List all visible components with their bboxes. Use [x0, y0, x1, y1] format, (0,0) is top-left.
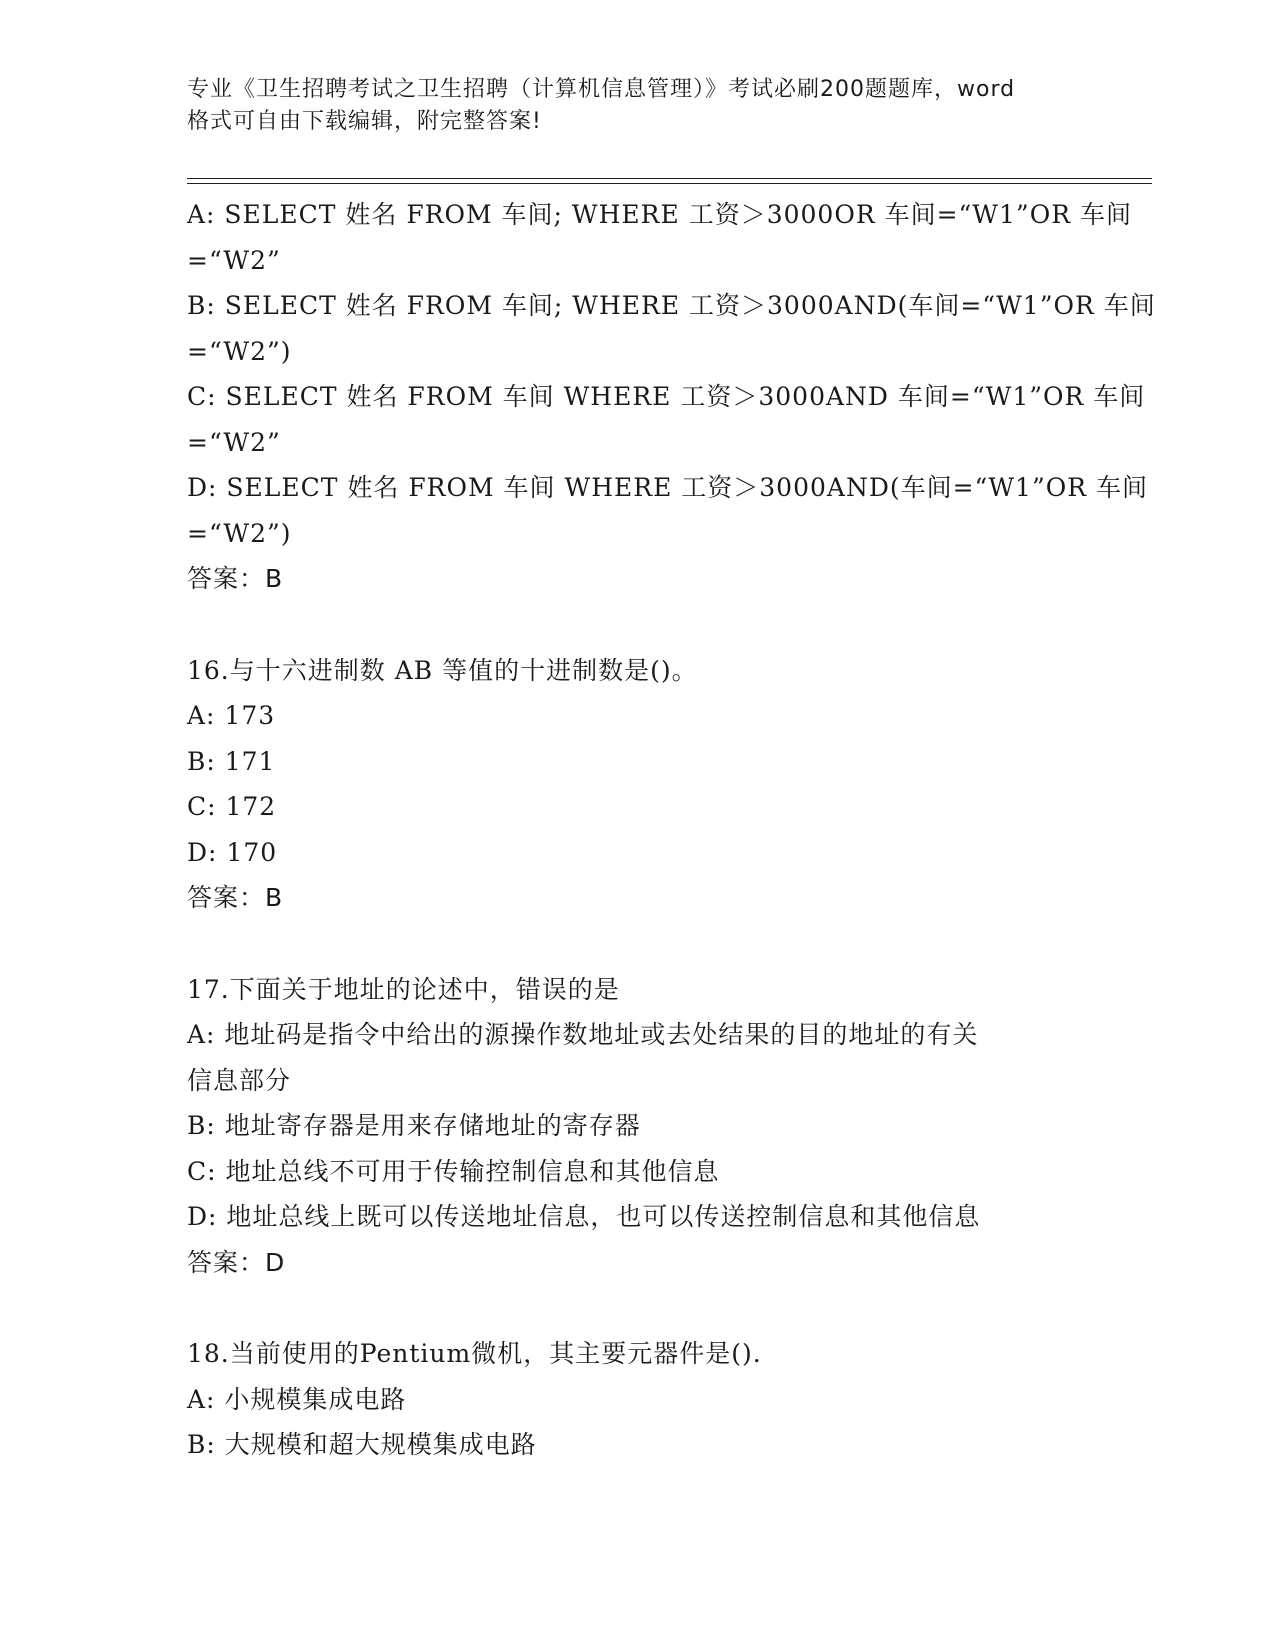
option-b: B: 大规模和超大规模集成电路	[187, 1430, 537, 1459]
header-line-1: 专业《卫生招聘考试之卫生招聘（计算机信息管理）》考试必刷200题题库，word	[187, 77, 1016, 102]
spacer	[187, 602, 1147, 648]
option-b-line-2: =“W2”)	[187, 336, 292, 366]
answer-16: 答案：B	[187, 883, 284, 912]
header-divider-top	[187, 178, 1152, 179]
spacer	[187, 921, 1147, 967]
option-a-line-2: =“W2”	[187, 245, 281, 275]
option-d-line-1: D: SELECT 姓名 FROM 车间 WHERE 工资＞3000AND(车间=“W1”OR 车间	[187, 473, 1148, 502]
option-c: C: 地址总线不可用于传输控制信息和其他信息	[187, 1156, 720, 1186]
spacer	[187, 1285, 1147, 1331]
option-b: B: 地址寄存器是用来存储地址的寄存器	[187, 1111, 641, 1140]
option-b: B: 171	[187, 746, 276, 776]
option-a-line-1: A: SELECT 姓名 FROM 车间; WHERE 工资＞3000OR 车间=“W1”OR 车间	[187, 200, 1132, 229]
question-18	[187, 1331, 1147, 1468]
option-a: A: 小规模集成电路	[187, 1384, 407, 1414]
question-text: 16.与十六进制数 AB 等值的十进制数是()。	[187, 655, 698, 685]
answer-15: 答案：B	[187, 564, 284, 593]
option-a-line-2: 信息部分	[187, 1065, 292, 1095]
option-d-line-2: =“W2”)	[187, 518, 292, 548]
header-divider-bottom	[187, 183, 1152, 184]
question-17	[187, 967, 1147, 1286]
question-list	[187, 192, 1156, 1468]
header-line-2: 格式可自由下载编辑，附完整答案!	[187, 109, 542, 134]
option-a: A: 173	[187, 701, 276, 730]
document-header	[187, 74, 1087, 138]
question-16	[187, 648, 1147, 921]
option-b-line-1: B: SELECT 姓名 FROM 车间; WHERE 工资＞3000AND(车间=“W1”OR 车间	[187, 291, 1156, 320]
option-c: C: 172	[187, 792, 277, 821]
answer-17: 答案：D	[187, 1247, 286, 1277]
option-d: D: 170	[187, 837, 278, 867]
question-text: 18.当前使用的Pentium微机，其主要元器件是().	[187, 1339, 762, 1368]
option-a-line-1: A: 地址码是指令中给出的源操作数地址或去处结果的目的地址的有关	[187, 1020, 979, 1049]
option-c-line-2: =“W2”	[187, 427, 281, 457]
question-15	[187, 192, 1156, 602]
option-c-line-1: C: SELECT 姓名 FROM 车间 WHERE 工资＞3000AND 车间=“W1”OR 车间	[187, 382, 1146, 411]
option-d: D: 地址总线上既可以传送地址信息，也可以传送控制信息和其他信息	[187, 1202, 981, 1231]
question-text: 17.下面关于地址的论述中，错误的是	[187, 974, 620, 1004]
